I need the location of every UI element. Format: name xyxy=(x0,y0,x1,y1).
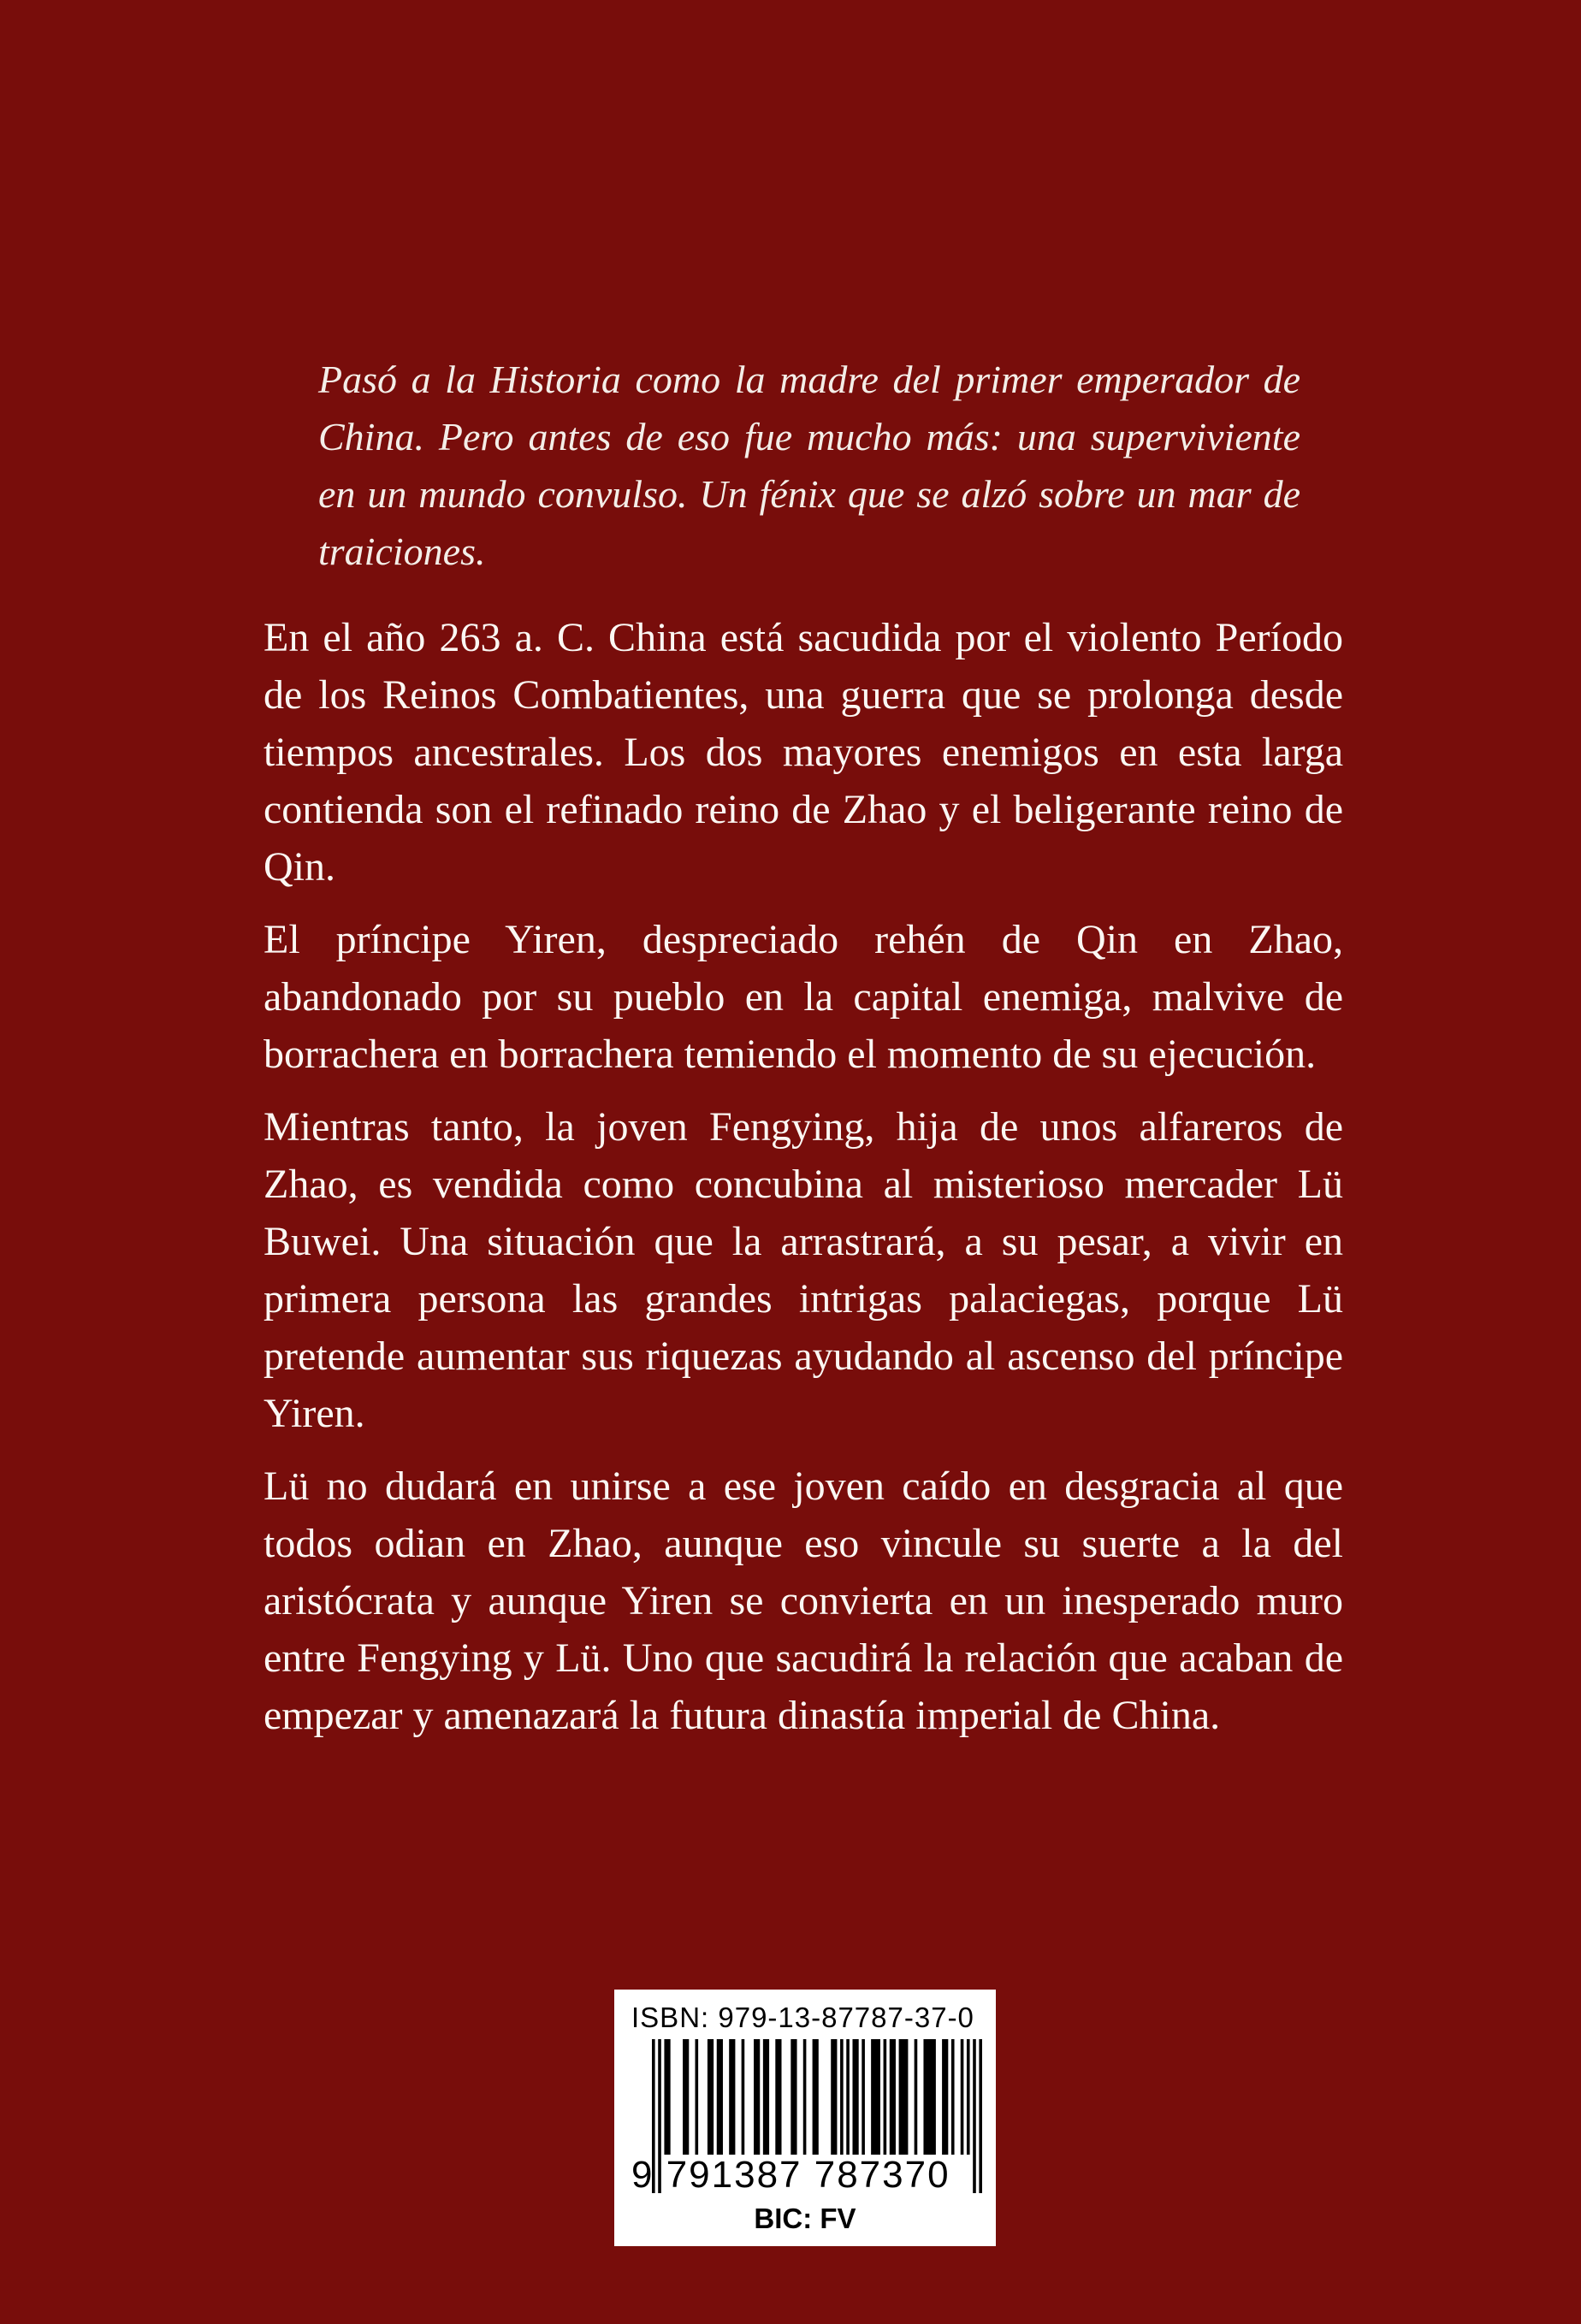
barcode-bar xyxy=(890,2039,896,2155)
barcode-bar xyxy=(696,2039,699,2155)
barcode-bar xyxy=(763,2039,769,2155)
barcode-bar xyxy=(923,2039,935,2155)
barcode-bar xyxy=(840,2039,844,2155)
barcode-bar xyxy=(979,2039,982,2193)
synopsis xyxy=(264,609,1343,1759)
synopsis-paragraph-4: Lü no dudará en unirse a ese joven caído en desgracia al que todos odian en Zhao, aunque eso vincule su suerte a la del aristócrata y aunque Yiren se convierta en un inesperado muro entre Fengying y Lü. Uno que sacudirá la relación que acaban de empezar y amenazará la futura dinastía imperial de China. xyxy=(264,1464,1343,1738)
barcode-bar xyxy=(871,2039,880,2155)
barcode-bar xyxy=(831,2039,837,2155)
barcode-bar xyxy=(961,2039,964,2155)
barcode-bar xyxy=(884,2039,887,2155)
barcode-bar xyxy=(708,2039,714,2155)
barcode-bar xyxy=(754,2039,760,2155)
barcode-bar xyxy=(790,2039,796,2155)
barcode-bar xyxy=(813,2039,819,2155)
barcode-bar xyxy=(664,2039,670,2155)
barcode-bar xyxy=(852,2039,858,2155)
synopsis-paragraph-3: Mientras tanto, la joven Fengying, hija de unos alfareros de Zhao, es vendida como concubina al misterioso mercader Lü Buwei. Una situación que la arrastrará, a su pesar, a vivir en primera persona las grandes intrigas palaciegas, porque Lü pretende aumentar sus riquezas ayudando al ascenso del príncipe Yiren. xyxy=(264,1104,1343,1436)
barcode-bar xyxy=(803,2039,807,2155)
barcode-bar xyxy=(862,2039,865,2155)
synopsis-paragraph-2: El príncipe Yiren, despreciado rehén de Qin en Zhao, abandonado por su pueblo en la capital enemiga, malvive de borrachera en borrachera temiendo el momento de su ejecución. xyxy=(264,917,1343,1077)
back-cover-tagline: Pasó a la Historia como la madre del primer emperador de China. Pero antes de eso fue mucho más: una superviviente en un mundo convulso. Un fénix que se alzó sobre un mar de traiciones. xyxy=(318,358,1300,573)
barcode-bar xyxy=(899,2039,909,2155)
barcode-bar xyxy=(973,2039,976,2193)
barcode-bar xyxy=(717,2039,723,2155)
barcode-bar xyxy=(967,2039,970,2155)
barcode-bar xyxy=(915,2039,918,2155)
barcode-digits: 9 791387 787370 xyxy=(631,2154,950,2196)
barcode-bar xyxy=(729,2039,735,2155)
barcode-bar xyxy=(683,2039,689,2155)
barcode-bar xyxy=(846,2039,850,2155)
barcode-bar xyxy=(775,2039,781,2155)
bic-code: BIC: FV xyxy=(754,2203,856,2234)
barcode-bar xyxy=(942,2039,948,2155)
synopsis-paragraph-1: En el año 263 a. C. China está sacudida por el violento Período de los Reinos Combatientes, una guerra que se prolonga desde tiempos ancestrales. Los dos mayores enemigos en esta larga contienda son el refinado reino de Zhao y el beligerante reino de Qin. xyxy=(264,615,1343,890)
barcode-bar xyxy=(742,2039,745,2155)
barcode-bar xyxy=(951,2039,955,2155)
isbn-barcode-box xyxy=(614,1990,996,2246)
isbn-label: ISBN: 979-13-87787-37-0 xyxy=(631,2002,974,2033)
